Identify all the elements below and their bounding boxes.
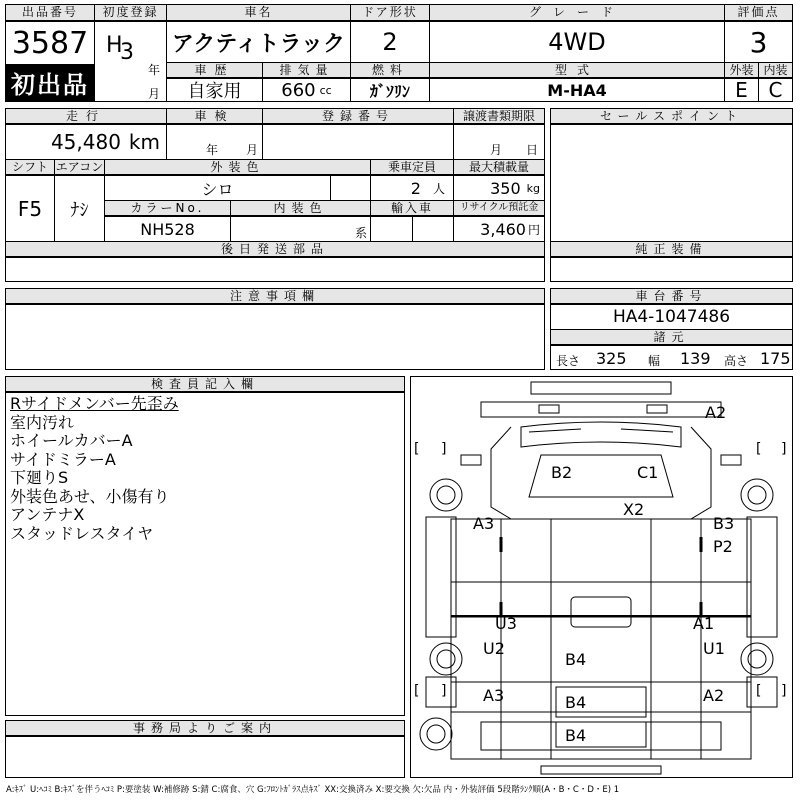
grade-label: グレード	[430, 5, 724, 21]
chassis-number: HA4-1047486	[612, 307, 731, 327]
damage-mark: U2	[483, 639, 505, 658]
shift-label: シフト	[6, 160, 54, 175]
ext-color: シロ	[201, 179, 234, 199]
history: 自家用	[187, 81, 242, 102]
capacity: 2	[410, 178, 421, 198]
year-unit: 年	[148, 63, 161, 77]
ext-color-label: 外装色	[105, 160, 370, 175]
inspection-label: 車検	[167, 109, 262, 124]
remark-line: ホイールカバーA	[10, 431, 133, 450]
damage-mark: A2	[705, 403, 727, 422]
bracket: [	[414, 683, 420, 699]
remark-line: アンテナX	[10, 505, 85, 524]
displacement-label: 排気量	[263, 63, 350, 78]
grade: 4WD	[548, 28, 606, 56]
color-no: NH528	[140, 219, 195, 239]
damage-mark: B4	[565, 650, 587, 669]
damage-mark: A3	[473, 514, 495, 533]
recycle: 3,460	[480, 219, 526, 239]
office-label: 事務局よりご案内	[6, 721, 404, 736]
truck-outline	[411, 377, 792, 777]
mileage: 45,480	[50, 130, 121, 154]
damage-mark: U3	[495, 614, 517, 633]
doors: 2	[382, 28, 398, 56]
model-label: 型式	[430, 63, 724, 78]
mileage-unit: km	[128, 130, 160, 154]
shift: F5	[17, 196, 43, 221]
int-color-unit: 系	[355, 226, 368, 240]
transfer-day-unit: 日	[526, 143, 539, 157]
sales-points-label: セールスポイント	[551, 109, 792, 124]
load: 350	[490, 178, 521, 198]
bracket: [	[756, 683, 762, 699]
ac: ﾅｼ	[70, 199, 89, 221]
reg-no-label: 登録番号	[263, 109, 453, 124]
legend: A:ｷｽﾞ U:ﾍｺﾐ B:ｷｽﾞを伴うﾍｺﾐ P:要塗装 W:補修跡 S:錆 C:腐食、穴 G:ﾌﾛﾝﾄｶﾞﾗｽ点ｷｽﾞ XX:交換済み X:要交換 欠:欠品 内・外装評価 5段階ﾗﾝｸ順(A・B・C・D・E) 1	[6, 785, 620, 795]
genuine-label: 純正装備	[551, 242, 792, 257]
height-label: 高さ	[724, 354, 749, 368]
width: 139	[680, 349, 711, 368]
damage-mark: P2	[713, 537, 733, 556]
remark-line: 外装色あせ、小傷有り	[10, 486, 170, 506]
fuel-label: 燃料	[351, 63, 429, 78]
remark-line: スタッドレスタイヤ	[10, 523, 154, 543]
car-name-label: 車名	[167, 5, 350, 21]
transfer-month-unit: 月	[490, 143, 503, 157]
import-label: 輸入車	[371, 201, 453, 216]
int-label: 内装	[759, 63, 792, 78]
ext-label: 外装	[725, 63, 758, 78]
model: M-HA4	[547, 80, 607, 100]
damage-mark: U1	[703, 639, 725, 658]
later-parts-label: 後日発送部品	[6, 242, 544, 257]
width-label: 幅	[648, 354, 661, 368]
length: 325	[596, 349, 627, 368]
damage-mark: C1	[637, 463, 659, 482]
bracket: ]	[441, 683, 447, 699]
damage-mark: X2	[623, 500, 645, 519]
score-label: 評価点	[725, 5, 792, 21]
displacement: 660	[281, 79, 316, 101]
inspection-month-unit: 月	[246, 143, 259, 157]
capacity-label: 乗車定員	[371, 160, 453, 175]
fuel: ｶﾞｿﾘﾝ	[369, 81, 410, 101]
era: H	[106, 33, 123, 58]
height: 175	[760, 349, 791, 368]
ac-label: エアコン	[55, 160, 104, 174]
int-color-label: 内装色	[231, 201, 370, 216]
first-listing-badge: 初出品	[6, 64, 94, 101]
chassis-label: 車台番号	[551, 289, 792, 304]
vehicle-diagram	[410, 376, 793, 778]
ext-grade: E	[735, 78, 748, 102]
door-label: ドア形状	[351, 5, 429, 21]
recycle-unit: 円	[527, 222, 540, 237]
remark-line: 下廻りS	[10, 468, 69, 487]
bracket: [	[756, 441, 762, 457]
first-reg-label: 初度登録	[95, 5, 166, 21]
lot-label: 出品番号	[6, 5, 94, 21]
score: 3	[749, 25, 768, 59]
inspector-label: 検査員記入欄	[6, 377, 404, 392]
remark-line: 室内汚れ	[10, 412, 75, 432]
recycle-label: リサイクル預託金	[454, 201, 544, 216]
damage-mark: B4	[565, 726, 587, 745]
mileage-label: 走行	[6, 109, 166, 124]
bracket: ]	[781, 683, 787, 699]
damage-mark: B3	[713, 514, 735, 533]
remark-line: Rサイドメンバー先歪み	[10, 394, 179, 413]
displacement-unit: cc	[319, 83, 332, 97]
length-label: 長さ	[556, 354, 581, 368]
lot-number: 3587	[11, 25, 89, 61]
history-label: 車歴	[167, 63, 262, 78]
notes-label: 注意事項欄	[6, 289, 544, 304]
bracket: ]	[781, 441, 787, 457]
damage-mark: B4	[565, 693, 587, 712]
bracket: ]	[441, 441, 447, 457]
transfer-label: 譲渡書類期限	[454, 109, 544, 124]
month-unit: 月	[148, 87, 161, 101]
damage-mark: A2	[703, 686, 725, 705]
inspector-remarks	[10, 395, 179, 543]
load-label: 最大積載量	[454, 160, 544, 175]
damage-mark: A1	[693, 614, 715, 633]
capacity-unit: 人	[432, 181, 445, 196]
color-no-label: カラーNo.	[105, 201, 230, 216]
damage-mark: A3	[483, 686, 505, 705]
int-grade: C	[768, 78, 783, 102]
remark-line: サイドミラーA	[10, 449, 116, 469]
first-reg-year: 3	[120, 40, 134, 65]
load-unit: kg	[526, 181, 540, 195]
bracket: [	[414, 441, 420, 457]
specs-label: 諸元	[551, 330, 792, 345]
inspection-year-unit: 年	[206, 143, 219, 157]
car-name: アクティトラック	[171, 31, 346, 57]
damage-mark: B2	[551, 463, 573, 482]
